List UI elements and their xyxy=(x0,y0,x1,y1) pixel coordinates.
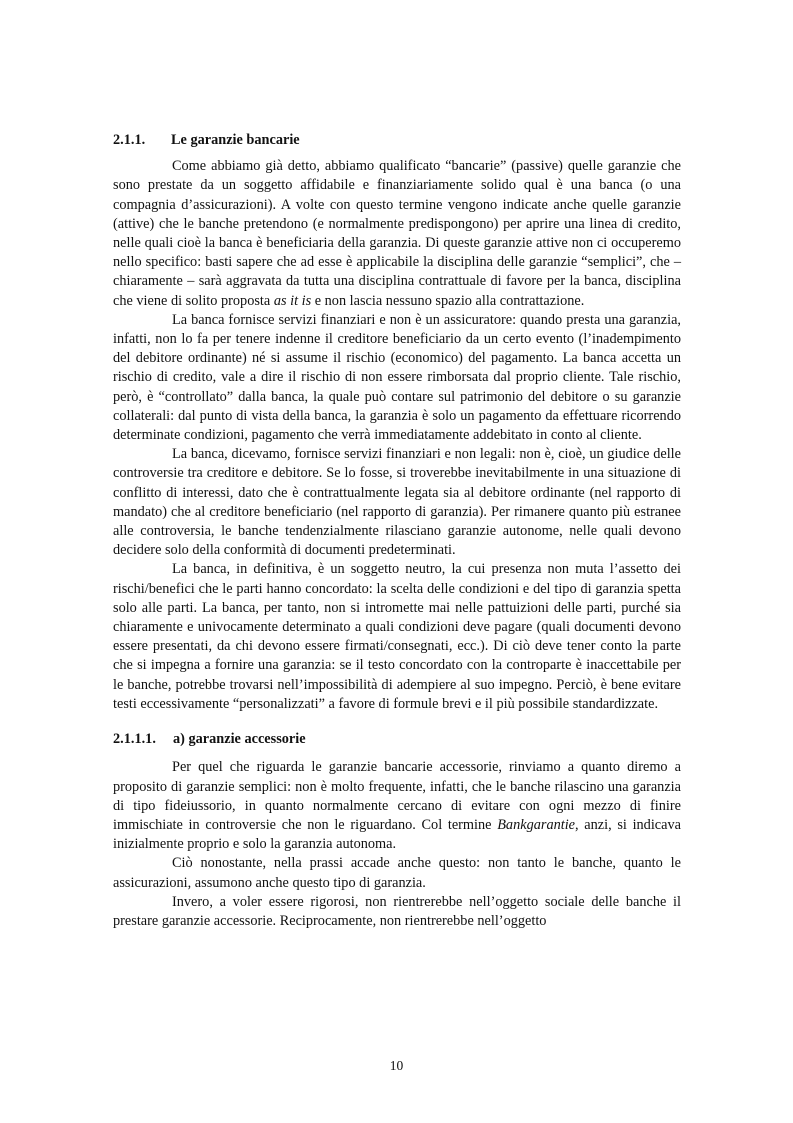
paragraph: La banca, in definitiva, è un soggetto neutro, la cui presenza non muta l’assetto dei rischi/benefici che le parti hanno concordato: la scelta delle condizioni e del tipo di garanzia spetta solo alle parti. La banca, per tanto, non si intromette mai nelle pattuizioni delle parti, purché sia chiaramente e univocamente determinato a quali condizioni deve pagare (quali documenti devono essere presentati, da chi devono essere firmati/consegnati, ecc.). Di ciò deve tener conto la parte che si impegna a fornire una garanzia: se il testo concordato con la controparte è inaccettabile per le banche, potrebbe trovarsi nell’impossibilità di adempiere al suo impegno. Perciò, è bene evitare testi eccessivamente “personalizzati” a favore di formule brevi e il più possibile standardizzate. xyxy=(113,561,681,712)
paragraph: La banca, dicevamo, fornisce servizi finanziari e non legali: non è, cioè, un giudice delle controversie tra creditore e debitore. Se lo fosse, si troverebbe inevitabilmente in una situazione di conflitto di interessi, dato che è contrattualmente legata sia al debitore ordinante (nel rapporto di mandato) che al creditore beneficiario (nel rapporto di garanzia). Per rimanere quanto più estranee alle controversia, le banche tendenzialmente rilasciano garanzie autonome, nelle quali devono decidere solo della conformità di documenti predeterminati. xyxy=(113,446,681,559)
section-number: 2.1.1. xyxy=(113,132,146,148)
page-body xyxy=(113,131,681,931)
subsection-number: 2.1.1.1. xyxy=(113,731,156,748)
italic-term: Bankgarantie xyxy=(497,816,576,833)
italic-phrase: as it is xyxy=(273,292,312,309)
paragraph: La banca fornisce servizi finanziari e non è un assicuratore: quando presta una garanzia, infatti, non lo fa per tenere indenne il creditore beneficiario da un certo evento (l’inadempimento del debitore ordinante) né si assume il rischio (economico) del pagamento. La banca accetta un rischio di credito, vale a dire il rischio di non essere rimborsata dal proprio cliente. Tale rischio, però, è “controllato” dalla banca, la quale può contare sul patrimonio del debitore o su garanzie collaterali: dal punto di vista della banca, la garanzia è solo un pagamento da effettuare ricorrendo determinate condizioni, pagamento che verrà immediatamente addebitato in conto al cliente. xyxy=(113,311,681,444)
subsection-title: a) garanzie accessorie xyxy=(173,731,306,748)
paragraph: Invero, a voler essere rigorosi, non rientrerebbe nell’oggetto sociale delle banche il prestare garanzie accessorie. Reciprocamente, non rientrerebbe nell’oggetto xyxy=(113,893,681,929)
paragraph: Come abbiamo già detto, abbiamo qualificato “bancarie” (passive) quelle garanzie che sono prestate da un soggetto affidabile e finanziariamente solido qual è una banca (o una compagnia d’assicurazioni). A volte con questo termine vengono indicate anche quelle garanzie (attive) che le banche pretendono (e normalmente predispongono) per aprire una linea di credito, nelle quali cioè la banca è beneficiaria della garanzia. Di queste garanzie attive non ci occuperemo nello specifico: basti sapere che ad esse è applicabile la disciplina delle garanzie “semplici”, che – chiaramente – sarà aggravata da tutta una disciplina contrattuale di favore per la banca, disciplina che viene di solito proposta as it is e non lascia nessuno spazio alla contrattazione. xyxy=(113,158,681,309)
section-title: Le garanzie bancarie xyxy=(171,132,300,148)
page-number: 10 xyxy=(389,1058,404,1073)
subsection-heading xyxy=(113,730,681,749)
section-heading xyxy=(113,131,681,150)
paragraph: Per quel che riguarda le garanzie bancarie accessorie, rinviamo a quanto diremo a proposito di garanzie semplici: non è molto frequente, infatti, che le banche rilascino una garanzia di tipo fideiussorio, in quanto normalmente cercano di evitare con ogni mezzo di finire immischiate in controversie che non le riguardano. Col termine Bankgarantie, anzi, si indicava inizialmente proprio e solo la garanzia autonoma. xyxy=(113,759,681,853)
paragraph: Ciò nonostante, nella prassi accade anche questo: non tanto le banche, quanto le assicurazioni, assumono anche questo tipo di garanzia. xyxy=(113,855,681,891)
